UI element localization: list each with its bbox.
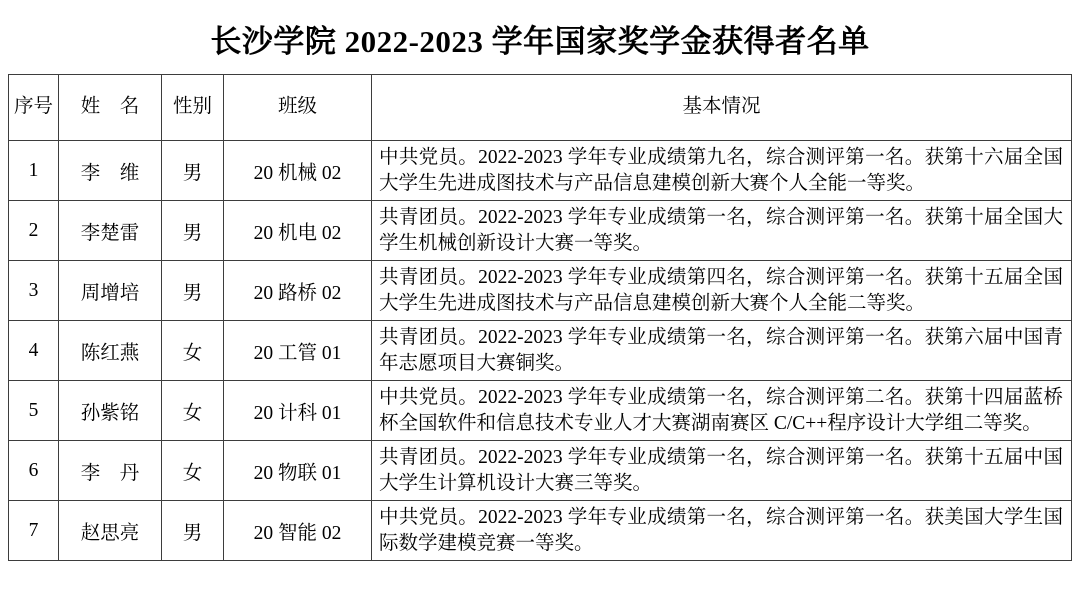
cell-gender: 女 — [162, 381, 224, 441]
cell-class: 20 计科 01 — [224, 381, 372, 441]
cell-profile: 共青团员。2022-2023 学年专业成绩第一名，综合测评第一名。获第十五届中国大学生计算机设计大赛三等奖。 — [372, 441, 1072, 501]
cell-name: 孙紫铭 — [59, 381, 162, 441]
col-header-index: 序号 — [9, 75, 59, 141]
cell-index: 7 — [9, 501, 59, 561]
table-row — [9, 321, 1072, 381]
cell-class: 20 智能 02 — [224, 501, 372, 561]
cell-index: 6 — [9, 441, 59, 501]
cell-gender: 男 — [162, 201, 224, 261]
cell-gender: 男 — [162, 261, 224, 321]
cell-class: 20 机械 02 — [224, 141, 372, 201]
header-row — [9, 75, 1072, 141]
cell-gender: 女 — [162, 441, 224, 501]
cell-index: 2 — [9, 201, 59, 261]
cell-profile: 中共党员。2022-2023 学年专业成绩第一名，综合测评第二名。获第十四届蓝桥杯全国软件和信息技术专业人才大赛湖南赛区 C/C++程序设计大学组二等奖。 — [372, 381, 1072, 441]
scholarship-table — [8, 74, 1072, 561]
cell-profile: 共青团员。2022-2023 学年专业成绩第一名，综合测评第一名。获第六届中国青年志愿项目大赛铜奖。 — [372, 321, 1072, 381]
table-row — [9, 261, 1072, 321]
col-header-name: 姓 名 — [59, 75, 162, 141]
cell-class: 20 路桥 02 — [224, 261, 372, 321]
cell-profile: 中共党员。2022-2023 学年专业成绩第九名，综合测评第一名。获第十六届全国大学生先进成图技术与产品信息建模创新大赛个人全能一等奖。 — [372, 141, 1072, 201]
cell-index: 1 — [9, 141, 59, 201]
table-row — [9, 441, 1072, 501]
cell-gender: 男 — [162, 501, 224, 561]
table-header — [9, 75, 1072, 141]
table-row — [9, 201, 1072, 261]
cell-name: 李楚雷 — [59, 201, 162, 261]
cell-class: 20 机电 02 — [224, 201, 372, 261]
table-body — [9, 141, 1072, 561]
cell-profile: 共青团员。2022-2023 学年专业成绩第一名，综合测评第一名。获第十届全国大学生机械创新设计大赛一等奖。 — [372, 201, 1072, 261]
cell-class: 20 物联 01 — [224, 441, 372, 501]
col-header-profile: 基本情况 — [372, 75, 1072, 141]
cell-gender: 女 — [162, 321, 224, 381]
cell-class: 20 工管 01 — [224, 321, 372, 381]
cell-index: 5 — [9, 381, 59, 441]
cell-profile: 中共党员。2022-2023 学年专业成绩第一名，综合测评第一名。获美国大学生国际数学建模竞赛一等奖。 — [372, 501, 1072, 561]
table-row — [9, 141, 1072, 201]
cell-index: 4 — [9, 321, 59, 381]
cell-name: 周增培 — [59, 261, 162, 321]
col-header-class: 班级 — [224, 75, 372, 141]
cell-index: 3 — [9, 261, 59, 321]
table-row — [9, 501, 1072, 561]
cell-profile: 共青团员。2022-2023 学年专业成绩第四名，综合测评第一名。获第十五届全国大学生先进成图技术与产品信息建模创新大赛个人全能二等奖。 — [372, 261, 1072, 321]
cell-gender: 男 — [162, 141, 224, 201]
page-title: 长沙学院 2022-2023 学年国家奖学金获得者名单 — [210, 24, 870, 59]
cell-name: 陈红燕 — [59, 321, 162, 381]
col-header-gender: 性别 — [162, 75, 224, 141]
table-row — [9, 381, 1072, 441]
cell-name: 李 丹 — [59, 441, 162, 501]
cell-name: 李 维 — [59, 141, 162, 201]
cell-name: 赵思亮 — [59, 501, 162, 561]
